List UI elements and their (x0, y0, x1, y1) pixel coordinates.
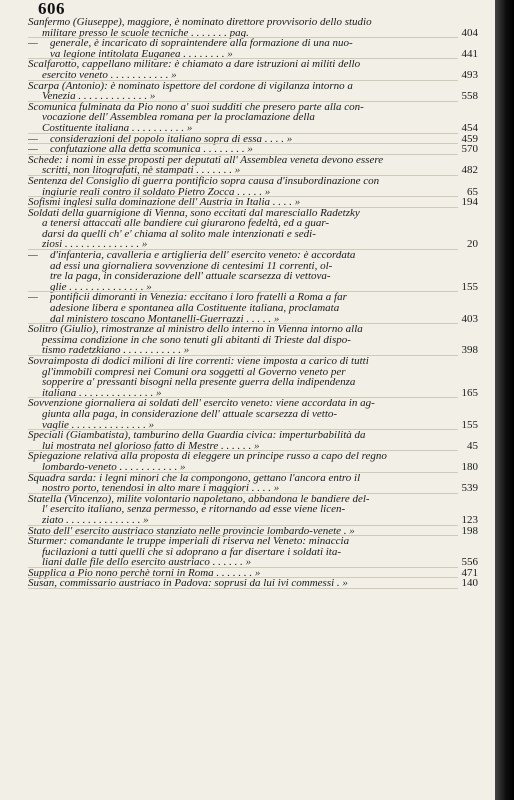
entry-text: pessima condizione in che sono tenuti gli abitanti di Trieste dal dispo- (42, 333, 351, 346)
entry-divider (28, 588, 458, 589)
entry-text: gl'immobili compresi nei Comuni ora soggetti al Governo veneto per (42, 365, 346, 378)
entry-page-ref: 20 (467, 238, 478, 251)
entry-text: Sentenza del Consiglio di guerra pontificio sopra causa d'insubordinazione con (28, 174, 380, 187)
entry-text: Stato dell' esercito austriaco stanziato nelle provincie lombardo-venete . » (28, 524, 355, 537)
index-entry (28, 249, 478, 293)
entry-page-ref: 558 (461, 90, 478, 103)
entry-page-ref: 459 (461, 132, 478, 145)
entry-page-ref: 194 (461, 196, 478, 209)
subentry-dash: — (28, 37, 38, 50)
entry-text: adesione libera e spontanea alla Costituente italiana, proclamata (50, 302, 340, 315)
index-entry (28, 16, 478, 39)
index-entry (28, 58, 478, 81)
entry-text: vocazione dell' Assemblea romana per la proclamazione della (42, 111, 315, 124)
index-entry (28, 206, 478, 251)
entry-page-ref: 65 (467, 185, 478, 198)
subentry-dash: — (28, 132, 38, 145)
entry-text: tre la paga, in considerazione dell' attuale scarsezza di vettova- (50, 270, 331, 283)
subentry-dash: — (28, 143, 38, 156)
index-entry (28, 535, 478, 569)
entry-text: giunta alla paga, in considerazione dell' attuale scarsezza di vetto- (42, 407, 338, 420)
entry-page-ref: 404 (461, 26, 478, 39)
entry-text: lombardo-veneto . . . . . . . . . . . » (42, 460, 186, 473)
entry-page-ref: 454 (461, 121, 478, 134)
entry-page-ref: 482 (461, 164, 478, 177)
entry-text: generale, è incaricato di sopraintendere alla formazione di una nuo- (50, 37, 353, 50)
entry-text: sopperire a' pressanti bisogni nella presente guerra della indipendenza (42, 376, 356, 389)
entry-page-ref: 403 (461, 312, 478, 325)
entry-text: l' esercito italiano, senza permesso, e ritornando ad esse viene licen- (42, 503, 346, 516)
entry-text: nostro porto, tenendosi in alto mare i maggiori . . . . » (42, 482, 280, 495)
entry-text: Squadra sarda: i legni minori che la compongono, gettano l'ancora entro il (28, 471, 361, 484)
entry-text: liani dalle file dello esercito austriaco . . . . . . » (42, 556, 252, 569)
index-entry (28, 291, 478, 325)
entry-text: pontificii dimoranti in Venezia: eccitano i loro fratelli a Roma a far (50, 291, 347, 304)
entry-page-ref: 45 (467, 439, 478, 452)
entry-text: Scalfarotto, cappellano militare: è chiamato a dare istruzioni ai militi dello (28, 58, 361, 71)
entry-text: italiana . . . . . . . . . . . . . . » (42, 386, 162, 399)
entry-text: Spiegazione relativa alla proposta di eleggere un principe russo a capo del regno (28, 450, 387, 463)
index-entry (28, 79, 478, 103)
entry-text: ziosi . . . . . . . . . . . . . . » (42, 238, 148, 251)
entry-text: Sovvenzione giornaliera ai soldati dell' esercito veneto: viene accordata in ag- (28, 397, 375, 410)
entry-text: ziato . . . . . . . . . . . . . . » (42, 513, 149, 526)
index-entry (28, 100, 478, 134)
index-entry (28, 450, 478, 473)
entry-text: Susan, commissario austriaco in Padova: soprusi da lui ivi commessi . » (28, 577, 348, 590)
index-entry (28, 397, 478, 431)
entry-text: lui mostrata nel glorioso fatto di Mestre . . . . . . » (42, 439, 260, 452)
entry-page-ref: 471 (461, 566, 478, 579)
subentry-dash: — (28, 291, 38, 304)
entry-page-ref: 198 (461, 524, 478, 537)
entry-text: dal ministero toscano Montanelli-Guerrazzi . . . . . » (50, 312, 280, 325)
entry-text: ingiurie reali contro il soldato Pietro Zocca . . . . . » (42, 185, 271, 198)
entry-page-ref: 155 (461, 280, 478, 293)
entry-text: d'infanteria, cavalleria e artiglieria dell' esercito veneto: è accordata (50, 249, 356, 262)
page-edge-shadow (495, 0, 514, 800)
entry-text: scritti, non litografati, nè stampati . . . . . . . » (42, 164, 241, 177)
entry-page-ref: 180 (461, 460, 478, 473)
entry-text: Costituente italiana . . . . . . . . . . » (42, 121, 193, 134)
entry-text: a tenersi attaccati alle bandiere cui giurarono fedeltà, ed a guar- (42, 217, 330, 230)
entry-text: Solitro (Giulio), rimostranze al ministro dello interno in Vienna intorno alla (28, 323, 363, 336)
entry-text: glie . . . . . . . . . . . . . . » (50, 280, 152, 293)
entry-text: confutazione alla detta scomunica . . . . . . . . » (50, 143, 253, 156)
entry-text: Sovraimposta di dodici milioni di lire correnti: viene imposta a carico di tutti (28, 355, 369, 367)
entry-text: Schede: i nomi in esse proposti per deputati all' Assemblea veneta devono essere (28, 153, 384, 166)
entry-page-ref: 155 (461, 418, 478, 431)
entry-text: militare presso le scuole tecniche . . . . . . . pag. (42, 26, 249, 39)
entry-text: ad essi una giornaliera sovvenzione di centesimi 11 correnti, ol- (50, 259, 333, 272)
entry-page-ref: 556 (461, 556, 478, 569)
entry-text: considerazioni del popolo italiano sopra di essa . . . . » (50, 132, 293, 145)
index-entry (28, 492, 478, 526)
index-entries (28, 16, 478, 590)
entry-text: Speciali (Giambatista), tamburino della Guardia civica: imperturbabilità da (28, 429, 366, 442)
index-entry (28, 577, 478, 590)
index-entry (28, 174, 478, 198)
entry-text: fucilazioni a tutti quelli che si adoprano a far disertare i soldati ita- (42, 545, 342, 558)
entry-text: esercito veneto . . . . . . . . . . . » (42, 68, 177, 81)
entry-text: Scarpa (Antonio): è nominato ispettore del cordone di vigilanza intorno a (28, 79, 353, 92)
entry-text: Supplica a Pio nono perchè torni in Roma . . . . . . . » (28, 566, 261, 579)
entry-text: Venezia . . . . . . . . . . . . . » (42, 90, 156, 103)
entry-text: vaglie . . . . . . . . . . . . . . » (42, 418, 155, 431)
index-entry (28, 153, 478, 177)
entry-text: darsi da quelli ch' e' chiama al solito male intenzionati e sedi- (42, 227, 316, 240)
entry-text: va legione intitolata Euganea . . . . . . . . » (50, 47, 233, 60)
entry-text: Statella (Vincenzo), milite volontario napoletano, abbandona le bandiere del- (28, 492, 370, 505)
entry-page-ref: 570 (461, 143, 478, 156)
entry-page-ref: 398 (461, 344, 478, 357)
index-entry (28, 37, 478, 60)
subentry-dash: — (28, 249, 38, 262)
index-entry (28, 429, 478, 452)
entry-page-ref: 165 (461, 386, 478, 399)
entry-page-ref: 441 (461, 47, 478, 60)
entry-text: Sturmer: comandante le truppe imperiali di riserva nel Veneto: minaccia (28, 535, 350, 548)
entry-page-ref: 140 (461, 577, 478, 590)
index-entry (28, 355, 478, 399)
entry-text: Soldati della guarnigione di Vienna, sono eccitati dal maresciallo Radetzky (28, 206, 360, 219)
entry-text: tismo radetzkiano . . . . . . . . . . . » (42, 344, 190, 357)
entry-text: Sanfermo (Giuseppe), maggiore, è nominato direttore provvisorio dello studio (28, 16, 372, 28)
index-entry (28, 323, 478, 357)
entry-text: Sofismi inglesi sulla dominazione dell' Austria in Italia . . . . » (28, 196, 301, 209)
entry-text: Scomunica fulminata da Pio nono a' suoi sudditi che presero parte alla con- (28, 100, 364, 113)
page-number: 606 (38, 0, 65, 18)
entry-page-ref: 123 (461, 513, 478, 526)
index-entry (28, 471, 478, 495)
entry-page-ref: 539 (461, 482, 478, 495)
entry-page-ref: 493 (461, 68, 478, 81)
